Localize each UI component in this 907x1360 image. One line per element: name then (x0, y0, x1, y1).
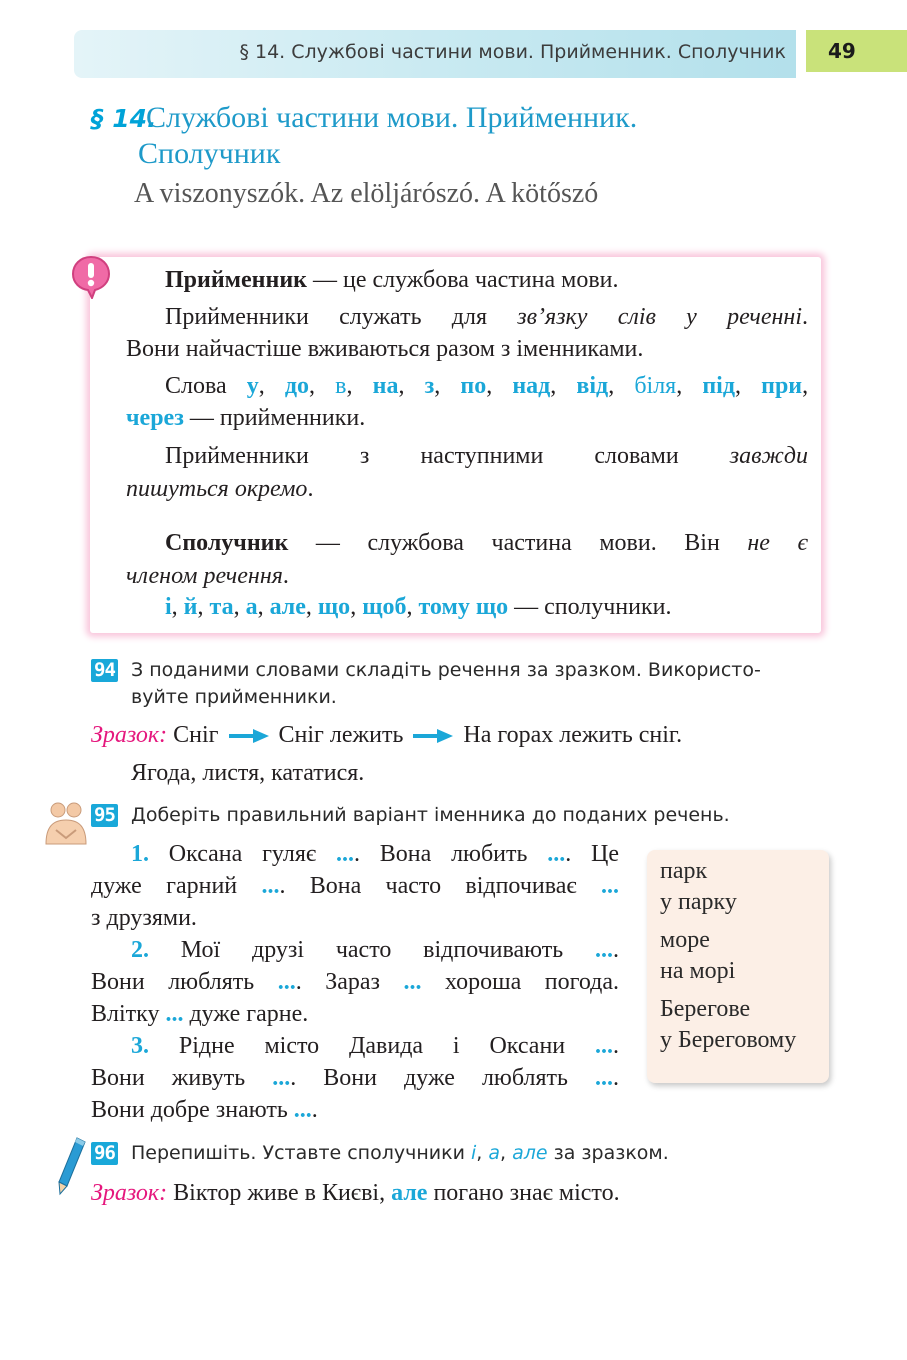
exercise-number-96: 96 (91, 1142, 118, 1165)
item-text: Рідне місто Давида і Оксани (178, 1033, 566, 1059)
running-header (74, 30, 796, 78)
rule-text: — це службова частина мови. (306, 267, 619, 293)
exercise-96-sample (91, 1177, 620, 1209)
exercise-95-item2-line2 (91, 966, 619, 998)
exercise-95-item3-line3: Вони добре знають .... (91, 1097, 318, 1123)
sample-text: Віктор живе в Києві, (173, 1180, 386, 1206)
blank-placeholder: ... (272, 1065, 291, 1091)
rule-text: . (282, 563, 289, 589)
arrow-right-icon (413, 729, 453, 743)
rule-paragraph-5-line1 (165, 527, 808, 559)
blank-placeholder: ... (293, 1097, 312, 1123)
item-text: Мої друзі часто відпочивають (180, 937, 564, 963)
exercise-95-item3-line1: 3. Рідне місто Давида і Оксани .... (131, 1033, 620, 1059)
rule-text: — сполучники. (508, 594, 672, 620)
section-title-line1: Службові частини мови. Прийменник. (146, 101, 638, 134)
pair-work-icon (42, 800, 90, 848)
preposition-word: від (576, 373, 609, 399)
item-number: 2. (131, 937, 149, 963)
rule-text: Слова (165, 373, 247, 399)
rule-paragraph-6: і, й, та, а, але, що, щоб, тому що — сполучники. (165, 594, 672, 620)
item-number: 3. (131, 1033, 149, 1059)
preposition-word: до (284, 373, 310, 399)
conjunction-word: тому що (418, 594, 509, 620)
item-text: . Це (565, 841, 620, 867)
exercise-95-item3-line2: Вони живуть .... Вони дуже люблять .... (91, 1065, 619, 1091)
item-text: Вони добре знають (91, 1097, 288, 1123)
rule-text: — прийменники. (183, 405, 366, 431)
rule-paragraph-5-line2 (126, 560, 289, 592)
item-text: . Вони дуже люблять (290, 1065, 568, 1091)
exercise-94-words: Ягода, листя, кататися. (131, 760, 365, 786)
preposition-word: над (512, 373, 551, 399)
exercise-94-task-line2: вуйте прийменники. (131, 686, 337, 708)
preposition-word: по (460, 373, 487, 399)
item-text: Оксана гуляє (168, 841, 317, 867)
running-title: § 14. Службові частини мови. Прийменник. Сполучник (239, 41, 786, 63)
blank-placeholder: ... (261, 873, 280, 899)
conjunction-word: і (470, 1142, 477, 1164)
rule-text: . (307, 476, 314, 502)
section-mark: § 14. (91, 104, 157, 133)
item-text: . Вона часто відпочиває (279, 873, 577, 899)
conjunction-word: а (488, 1142, 501, 1164)
exercise-number-95: 95 (91, 804, 118, 827)
term-preposition: Прийменник (165, 267, 307, 293)
rule-italic: не є (747, 530, 808, 556)
task-text: Перепишіть. Уставте сполучники (131, 1142, 471, 1164)
rule-paragraph-1 (165, 264, 619, 296)
term-conjunction: Сполучник (165, 530, 289, 556)
exercise-95-task: Доберіть правильний варіант іменника до поданих речень. (131, 804, 730, 826)
preposition-word: на (372, 373, 399, 399)
preposition-word: при (761, 373, 803, 399)
blank-placeholder: ... (547, 841, 566, 867)
rule-text: . (802, 304, 808, 330)
sample-step: Сніг (173, 722, 219, 748)
word-option: на морі (660, 958, 736, 984)
sample-label: Зразок: (91, 1180, 168, 1206)
word-option: Берегове (660, 996, 751, 1022)
rule-italic: пишуться окремо (126, 476, 308, 502)
exercise-95-item1-line3: з друзями. (91, 905, 197, 931)
word-option: у Береговому (660, 1027, 797, 1053)
rule-paragraph-2-line1 (165, 301, 808, 333)
item-text: Вони живуть (91, 1065, 246, 1091)
word-option: парк (660, 858, 708, 884)
rule-italic: членом речення (126, 563, 283, 589)
rule-paragraph-3-line1: Слова у, до, в, на, з, по, над, від, біля, під, при, (165, 373, 809, 399)
section-title-line2: Сполучник (138, 137, 281, 170)
rule-paragraph-2-line2: Вони найчастіше вживаються разом з іменниками. (126, 336, 644, 362)
item-number: 1. (131, 841, 149, 867)
section-subtitle: A viszonyszók. Az elöljárószó. A kötőszó (134, 178, 599, 209)
conjunction-word: але (391, 1180, 428, 1206)
conjunction-word: щоб (362, 594, 407, 620)
item-text: хороша погода. (445, 969, 620, 995)
sample-step: Сніг лежить (278, 722, 404, 748)
item-text: . Вона любить (353, 841, 528, 867)
exercise-95-item2-line1: 2. Мої друзі часто відпочивають .... (131, 937, 620, 963)
item-text: Вони люблять (91, 969, 255, 995)
blank-placeholder: ... (403, 969, 422, 995)
conjunction-word: і (165, 594, 172, 620)
preposition-word: з (424, 373, 435, 399)
exercise-95-item1-line2 (91, 870, 619, 902)
exercise-94-sample (91, 719, 682, 751)
exclamation-icon (71, 255, 111, 299)
exercise-number-94: 94 (91, 659, 118, 682)
sample-step: На горах лежить сніг. (463, 722, 683, 748)
item-text: Влітку (91, 1001, 160, 1027)
pencil-icon (55, 1136, 87, 1196)
exercise-95-item1-line1 (131, 838, 619, 870)
sample-label: Зразок: (91, 722, 168, 748)
rule-text: — службова частина мови. Він (288, 530, 748, 556)
blank-placeholder: ... (595, 1033, 614, 1059)
preposition-word: у (246, 373, 259, 399)
preposition-word: під (702, 373, 735, 399)
preposition-word: через (126, 405, 184, 431)
item-text: . Зараз (295, 969, 381, 995)
conjunction-word: й (183, 594, 198, 620)
word-option: у парку (660, 889, 737, 915)
arrow-right-icon (229, 729, 269, 743)
rule-paragraph-4-line1 (165, 440, 808, 472)
blank-placeholder: ... (595, 1065, 613, 1091)
preposition-word: біля (634, 373, 677, 399)
exercise-96-task: Перепишіть. Уставте сполучники і, а, але за зразком. (131, 1142, 669, 1164)
conjunction-word: а (245, 594, 258, 620)
rule-text: Прийменники служать для (165, 304, 518, 330)
item-text: дуже гарний (91, 873, 238, 899)
conjunction-word: що (317, 594, 351, 620)
item-text: дуже гарне. (189, 1001, 309, 1027)
exercise-94-task-line1: З поданими словами складіть речення за зразком. Використо- (131, 659, 761, 681)
preposition-word: в (335, 373, 347, 399)
task-text: за зразком. (547, 1142, 669, 1164)
conjunction-word: та (209, 594, 234, 620)
word-option: море (660, 927, 710, 953)
sample-text: погано знає місто. (433, 1180, 620, 1206)
rule-italic: зв’язку слів у реченні (517, 304, 802, 330)
blank-placeholder: ... (277, 969, 296, 995)
rule-paragraph-4-line2 (126, 473, 313, 505)
rule-paragraph-3-line2 (126, 402, 365, 434)
page-number: 49 (806, 30, 907, 72)
blank-placeholder: ... (595, 937, 614, 963)
rule-text: Прийменники з наступними словами (165, 443, 730, 469)
rule-italic: завжди (729, 443, 808, 469)
blank-placeholder: ... (335, 841, 354, 867)
exercise-95-item2-line3 (91, 998, 308, 1030)
conjunction-word: але (512, 1142, 548, 1164)
blank-placeholder: ... (601, 873, 619, 899)
blank-placeholder: ... (165, 1001, 184, 1027)
conjunction-word: але (269, 594, 306, 620)
